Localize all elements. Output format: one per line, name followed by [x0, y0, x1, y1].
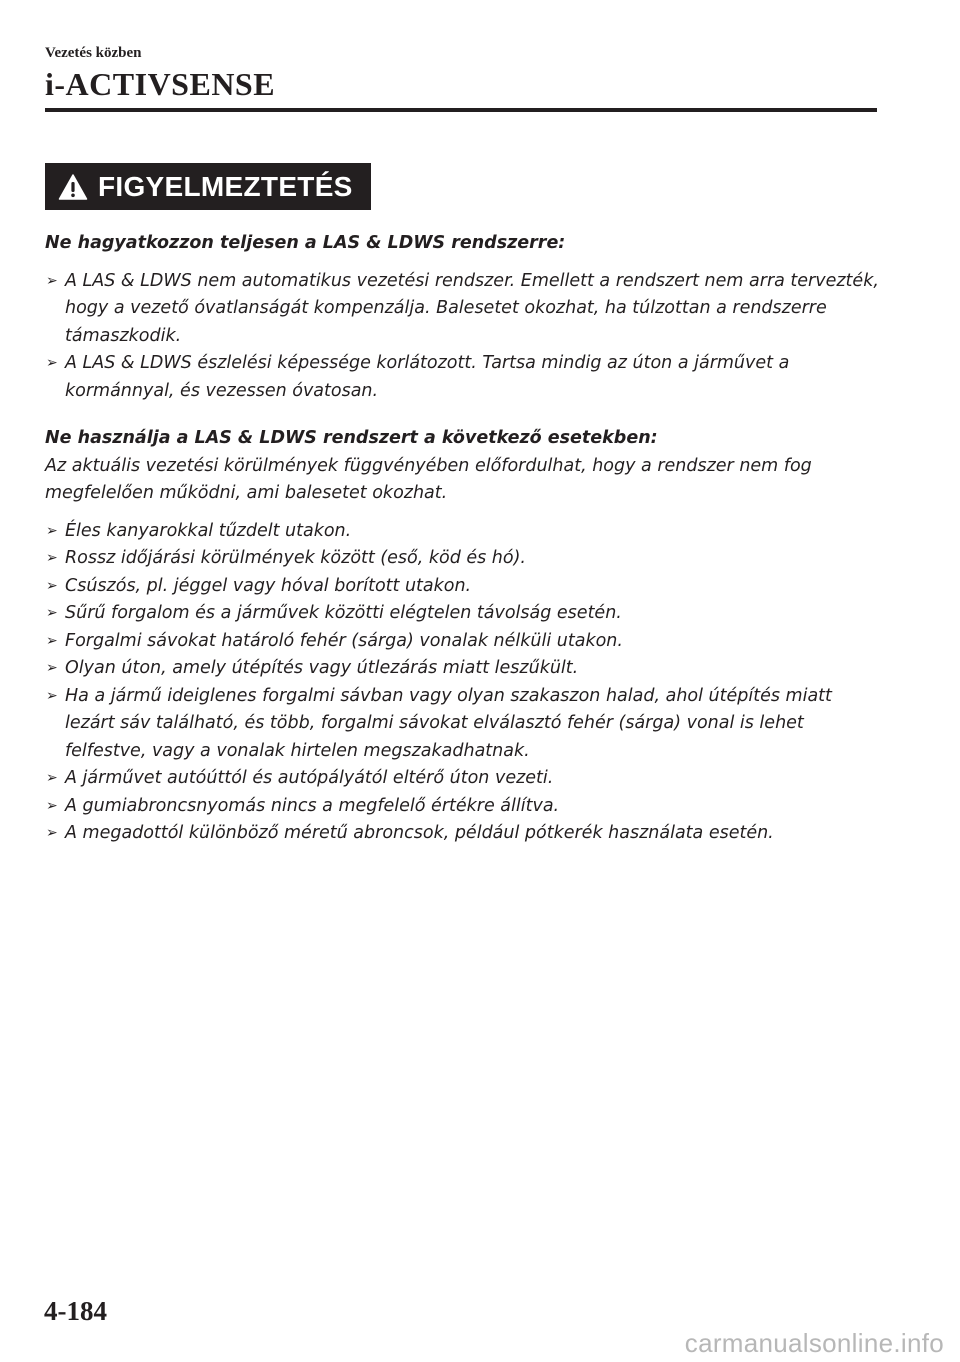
warning-banner — [45, 163, 371, 210]
bullet-arrow-icon: ➢ — [46, 550, 58, 566]
list-item: ➢ Sűrű forgalom és a járművek közötti elégtelen távolság esetén. — [45, 600, 885, 628]
bullet-arrow-icon: ➢ — [46, 272, 58, 289]
page-header — [45, 44, 877, 102]
list-item: ➢ Olyan úton, amely útépítés vagy útlezárás miatt leszűkült. — [45, 655, 885, 683]
warning-content — [45, 230, 885, 848]
section-label: Vezetés közben — [45, 45, 142, 61]
block1-heading: Ne hagyatkozzon teljesen a LAS & LDWS rendszerre: — [45, 233, 566, 253]
bullet-arrow-icon: ➢ — [46, 522, 58, 539]
watermark: carmanualsonline.info — [684, 1328, 944, 1358]
bullet-arrow-icon: ➢ — [46, 660, 58, 676]
bullet-arrow-icon: ➢ — [46, 632, 58, 649]
block2-intro: Az aktuális vezetési körülmények függvényében előfordulhat, hogy a rendszer nem fog megfelelően működni, ami balesetet okozhat. — [45, 455, 812, 503]
warning-title: FIGYELMEZTETÉS — [98, 170, 353, 202]
list-item: ➢ Forgalmi sávokat határoló fehér (sárga) vonalak nélküli utakon. — [45, 628, 885, 656]
block2-heading: Ne használja a LAS & LDWS rendszert a következő esetekben: — [45, 428, 658, 448]
block1-list — [45, 268, 885, 406]
list-item: ➢ Rossz időjárási körülmények között (eső, köd és hó). — [45, 545, 885, 573]
bullet-arrow-icon: ➢ — [46, 797, 58, 814]
warning-triangle-icon — [58, 173, 88, 201]
list-item: ➢ Csúszós, pl. jéggel vagy hóval borított utakon. — [45, 573, 885, 601]
list-item: ➢ A LAS & LDWS észlelési képessége korlátozott. Tartsa mindig az úton a járművet a kormánnyal, és vezessen óvatosan. — [45, 350, 885, 405]
list-item: ➢ A megadottól különböző méretű abroncsok, például pótkerék használata esetén. — [45, 820, 885, 848]
bullet-arrow-icon: ➢ — [46, 355, 58, 371]
list-item: ➢ Éles kanyarokkal tűzdelt utakon. — [45, 518, 885, 546]
bullet-arrow-icon: ➢ — [46, 770, 58, 786]
block2-list — [45, 518, 885, 848]
page-number: 4-184 — [44, 1296, 107, 1326]
list-item: ➢ Ha a jármű ideiglenes forgalmi sávban vagy olyan szakaszon halad, ahol útépítés miatt lezárt sáv található, és több, forgalmi sávokat elválasztó fehér (sárga) vonal is lehet felfestve, vagy a vonalak hirtelen megszakadhatnak. — [45, 683, 885, 766]
bullet-arrow-icon: ➢ — [46, 605, 58, 621]
chapter-title: i-ACTIVSENSE — [45, 66, 276, 102]
header-divider — [45, 108, 877, 112]
list-item: ➢ A LAS & LDWS nem automatikus vezetési rendszer. Emellett a rendszert nem arra tervezték, hogy a vezető óvatlanságát kompenzálja. Balesetet okozhat, ha túlzottan a rendszerre támaszkodik. — [45, 268, 885, 351]
bullet-arrow-icon: ➢ — [46, 825, 58, 841]
bullet-arrow-icon: ➢ — [46, 687, 58, 704]
bullet-arrow-icon: ➢ — [46, 577, 58, 594]
list-item: ➢ A járművet autóúttól és autópályától eltérő úton vezeti. — [45, 765, 885, 793]
list-item: ➢ A gumiabroncsnyomás nincs a megfelelő értékre állítva. — [45, 793, 885, 821]
